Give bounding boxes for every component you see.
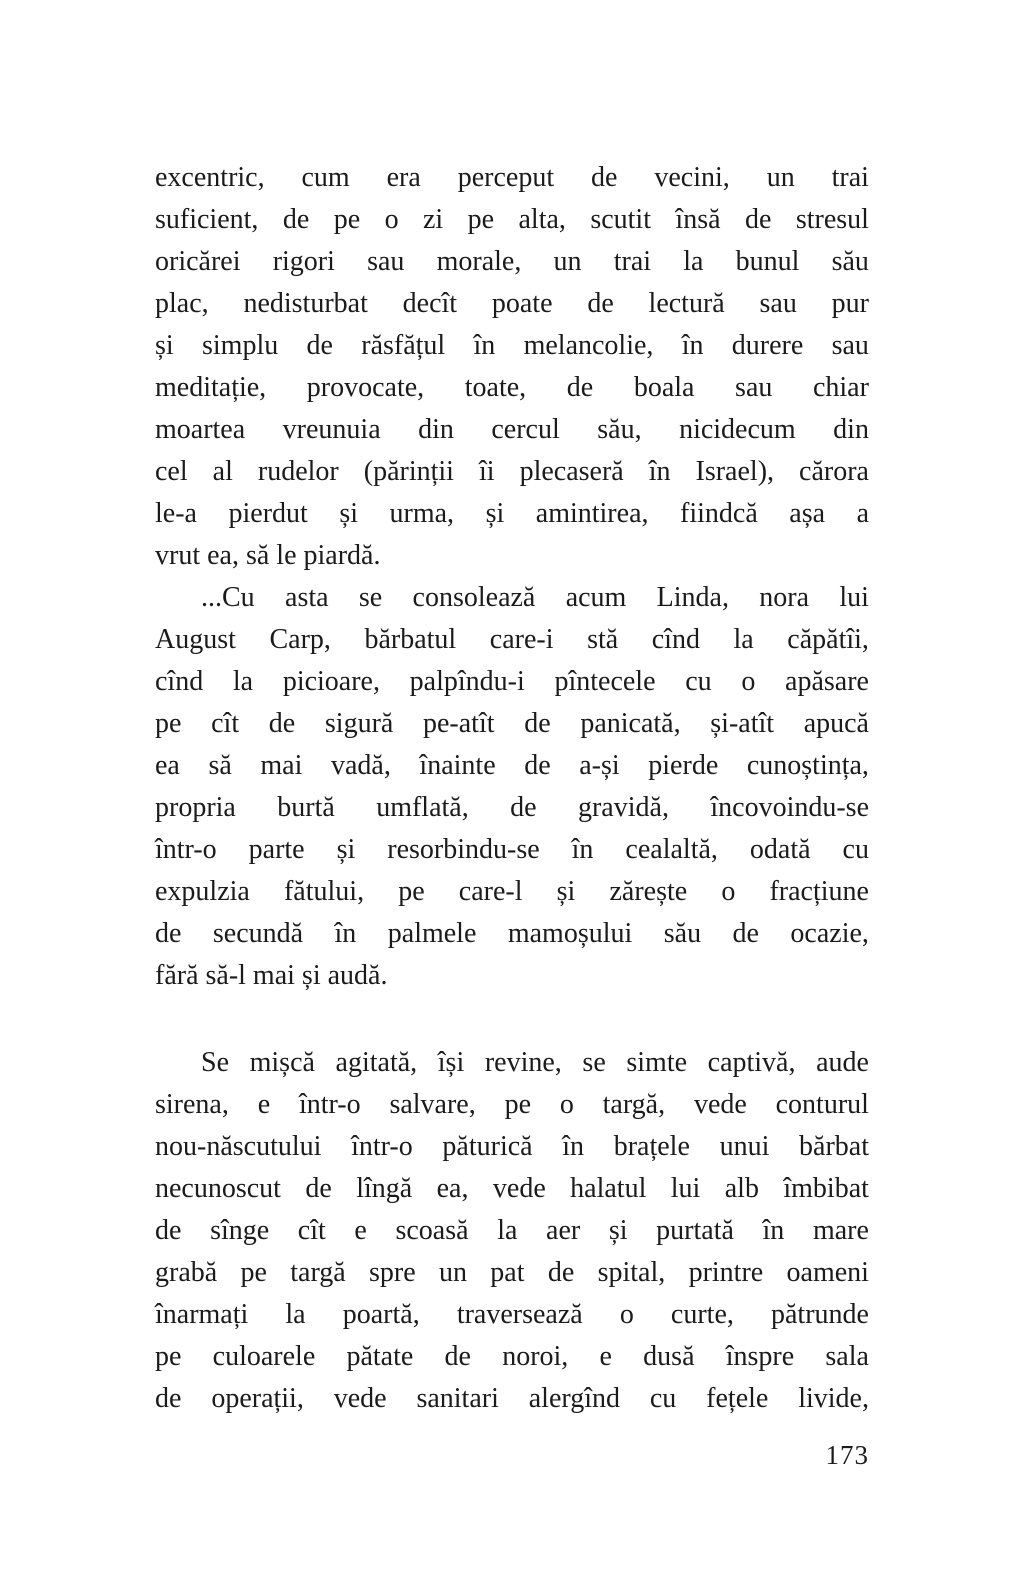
text-line — [155, 1294, 869, 1336]
word: vede — [333, 1383, 387, 1414]
word: cunoștința, — [746, 750, 869, 781]
word: cît — [297, 1215, 326, 1246]
word: trai — [831, 162, 869, 193]
word: consolează — [412, 582, 536, 613]
word: odată — [749, 834, 811, 865]
word: mare — [812, 1215, 869, 1246]
word: a-și — [579, 750, 620, 781]
word: încovoindu-se — [710, 792, 869, 823]
text-line — [155, 703, 869, 745]
text-line — [155, 1084, 869, 1126]
word: cînd — [651, 624, 700, 655]
word: de — [587, 288, 614, 319]
word: fătului, — [283, 876, 365, 907]
word: însă — [675, 204, 721, 235]
word: la — [232, 666, 254, 697]
word: durere — [731, 330, 804, 361]
word: resorbindu-se — [387, 834, 540, 865]
text-line — [155, 325, 869, 367]
word: stresul — [795, 204, 869, 235]
word: bărbatul — [364, 624, 457, 655]
text-line: vrut ea, să le piardă. — [155, 540, 381, 571]
word: rigori — [272, 246, 335, 277]
paragraph — [155, 577, 869, 997]
word: panicată, — [580, 708, 681, 739]
word: așa — [789, 498, 826, 529]
text-line — [155, 913, 869, 955]
page-number: 173 — [825, 1440, 869, 1470]
word: necunoscut — [155, 1173, 281, 1204]
body-text — [155, 157, 869, 1420]
word: plecaseră — [519, 456, 624, 487]
word: ocazie, — [790, 918, 869, 949]
word: propria — [155, 792, 236, 823]
word: sanitari — [416, 1383, 499, 1414]
word: targă — [290, 1257, 346, 1288]
word: sau — [735, 372, 773, 403]
word: fețele — [706, 1383, 769, 1414]
word: care-i — [489, 624, 554, 655]
text-line: fără să-l mai și audă. — [155, 960, 388, 991]
word: de — [306, 330, 333, 361]
text-line — [155, 1210, 869, 1252]
word: expulzia — [155, 876, 250, 907]
word: cînd — [155, 666, 204, 697]
word: livide, — [798, 1383, 869, 1414]
word: de — [524, 750, 551, 781]
word: sau — [367, 246, 405, 277]
word: și — [155, 330, 174, 361]
word: zi — [422, 204, 444, 235]
word: sînge — [210, 1215, 270, 1246]
word: pierdut — [228, 498, 308, 529]
word: urma, — [389, 498, 455, 529]
word: de — [524, 708, 551, 739]
word: chiar — [812, 372, 869, 403]
word: targă, — [602, 1089, 666, 1120]
word: la — [733, 624, 754, 655]
text-line — [155, 1252, 869, 1294]
word: acum — [565, 582, 627, 613]
text-line — [155, 1126, 869, 1168]
word: vede — [492, 1173, 546, 1204]
word: căpătîi, — [787, 624, 869, 655]
word: de — [305, 1173, 332, 1204]
word: e — [257, 1089, 271, 1120]
word: captivă, — [707, 1047, 796, 1078]
word: Se — [201, 1047, 229, 1078]
word: printre — [688, 1257, 764, 1288]
word: vede — [693, 1089, 747, 1120]
word: se — [358, 582, 383, 613]
word: (părinții — [363, 456, 454, 487]
word: melancolie, — [523, 330, 654, 361]
word: de — [566, 372, 594, 403]
word: agitată, — [335, 1047, 418, 1078]
word: sigură — [324, 708, 394, 739]
text-line — [155, 367, 869, 409]
word: mai — [260, 750, 303, 781]
word: o — [721, 876, 736, 907]
word: pătrunde — [771, 1299, 869, 1330]
word: se — [582, 1047, 606, 1078]
word: și — [485, 498, 505, 529]
word: la — [683, 246, 704, 277]
word: e — [599, 1341, 612, 1372]
word: pe — [398, 876, 425, 907]
word: sirena, — [155, 1089, 229, 1120]
text-line — [155, 283, 869, 325]
word: o — [741, 666, 756, 697]
word: gravidă, — [577, 792, 669, 823]
word: pe — [333, 204, 361, 235]
word: Linda, — [656, 582, 729, 613]
text-line — [155, 829, 869, 871]
word: înspre — [725, 1341, 795, 1372]
word: cealaltă, — [625, 834, 718, 865]
word: de — [744, 204, 772, 235]
word: din — [418, 414, 454, 445]
word: a — [856, 498, 869, 529]
word: bunul — [735, 246, 800, 277]
word: secundă — [212, 918, 304, 949]
text-line — [155, 199, 869, 241]
text-line — [155, 157, 869, 199]
word: boala — [633, 372, 695, 403]
word: pîntecele — [554, 666, 656, 697]
word: sau — [759, 288, 797, 319]
word: zărește — [609, 876, 688, 907]
word: de — [732, 918, 759, 949]
word: în — [648, 456, 671, 487]
word: un — [766, 162, 795, 193]
word: picioare, — [282, 666, 380, 697]
word: excentric, — [155, 162, 265, 193]
word: apăsare — [785, 666, 869, 697]
word: vadă, — [330, 750, 391, 781]
word: oameni — [786, 1257, 869, 1288]
word: la — [497, 1215, 518, 1246]
word: decît — [402, 288, 458, 319]
word: cu — [649, 1383, 677, 1414]
word: nicidecum — [679, 414, 796, 445]
word: înainte — [419, 750, 496, 781]
word: nedisturbat — [243, 288, 368, 319]
word: sala — [825, 1341, 869, 1372]
word: mișcă — [249, 1047, 315, 1078]
word: de — [510, 792, 537, 823]
word: salvare, — [389, 1089, 476, 1120]
word: într-o — [298, 1089, 361, 1120]
paragraph — [155, 1042, 869, 1420]
word: își — [437, 1047, 465, 1078]
word: un — [553, 246, 582, 277]
word: toate, — [464, 372, 527, 403]
word: e — [354, 1215, 367, 1246]
word: alergînd — [528, 1383, 620, 1414]
word: pe — [155, 1341, 182, 1372]
word: culoarele — [212, 1341, 316, 1372]
word: curte, — [670, 1299, 734, 1330]
word: plac, — [155, 288, 209, 319]
word: de — [155, 1215, 182, 1246]
word: o — [559, 1089, 574, 1120]
word: era — [386, 162, 421, 193]
text-line — [155, 409, 869, 451]
word: pat — [490, 1257, 525, 1288]
word: mamoșului — [507, 918, 633, 949]
text-line — [155, 661, 869, 703]
word: trai — [613, 246, 652, 277]
word: halatul — [570, 1173, 647, 1204]
word: îi — [478, 456, 495, 487]
word: în — [562, 1131, 585, 1162]
word: ea, — [436, 1173, 469, 1204]
word: August — [155, 624, 236, 655]
word: răsfățul — [361, 330, 446, 361]
word: o — [619, 1299, 634, 1330]
word: înarmați — [155, 1299, 249, 1330]
word: pe — [504, 1089, 531, 1120]
word: aude — [816, 1047, 869, 1078]
word: perceput — [457, 162, 555, 193]
text-line — [155, 1378, 869, 1420]
word: la — [285, 1299, 306, 1330]
word: său — [831, 246, 869, 277]
word: poate — [491, 288, 553, 319]
word: umflată, — [376, 792, 469, 823]
word: moartea — [155, 414, 246, 445]
word: provocate, — [306, 372, 425, 403]
word: și — [556, 876, 576, 907]
word: de — [444, 1341, 471, 1372]
word: de — [268, 708, 296, 739]
word: cercul — [491, 414, 560, 445]
word: grabă — [155, 1257, 218, 1288]
word: cel — [155, 456, 188, 487]
word: într-o — [351, 1131, 413, 1162]
text-line — [155, 787, 869, 829]
word: și — [336, 834, 356, 865]
text-line — [155, 241, 869, 283]
word: de — [591, 162, 618, 193]
word: care-l — [458, 876, 523, 907]
word: în — [334, 918, 357, 949]
word: într-o — [155, 834, 217, 865]
word: noroi, — [502, 1341, 569, 1372]
word: Israel), — [695, 456, 775, 487]
word: apucă — [803, 708, 869, 739]
word: de — [282, 204, 310, 235]
paragraph — [155, 157, 869, 577]
word: său, — [597, 414, 642, 445]
word: lectură — [648, 288, 725, 319]
word: de — [547, 1257, 575, 1288]
word: pe — [467, 204, 495, 235]
word: îmbibat — [783, 1173, 869, 1204]
word: asta — [285, 582, 329, 613]
word: să — [208, 750, 232, 781]
word: o — [384, 204, 399, 235]
word: le-a — [155, 498, 197, 529]
word: ...Cu — [201, 582, 255, 613]
word: și — [339, 498, 358, 529]
word: său — [663, 918, 702, 949]
word: alb — [724, 1173, 759, 1204]
word: dusă — [643, 1341, 695, 1372]
word: cum — [301, 162, 350, 193]
text-line — [155, 1042, 869, 1084]
word: unui — [719, 1131, 770, 1162]
word: din — [833, 414, 869, 445]
word: suficient, — [155, 204, 259, 235]
word: palpîndu-i — [409, 666, 525, 697]
word: în — [473, 330, 496, 361]
text-line — [155, 871, 869, 913]
word: oricărei — [155, 246, 241, 277]
word: vecini, — [654, 162, 730, 193]
word: păturică — [442, 1131, 533, 1162]
word: meditație, — [155, 372, 267, 403]
text-line — [155, 745, 869, 787]
word: pe — [155, 708, 182, 739]
word: sau — [831, 330, 869, 361]
word: cărora — [799, 456, 869, 487]
word: parte — [248, 834, 305, 865]
word: bărbat — [799, 1131, 869, 1162]
text-line — [155, 577, 869, 619]
word: simplu — [201, 330, 279, 361]
word: spre — [369, 1257, 416, 1288]
word: de — [155, 918, 182, 949]
text-line — [155, 451, 869, 493]
word: morale, — [436, 246, 522, 277]
word: aer — [546, 1215, 581, 1246]
word: simte — [626, 1047, 688, 1078]
word: cu — [842, 834, 869, 865]
word: pe-atît — [423, 708, 495, 739]
word: Carp, — [269, 624, 331, 655]
text-line — [155, 1336, 869, 1378]
word: ea — [155, 750, 180, 781]
word: revine, — [484, 1047, 562, 1078]
word: operații, — [211, 1383, 304, 1414]
word: amintirea, — [535, 498, 649, 529]
word: nou-născutului — [155, 1131, 322, 1162]
word: pătate — [346, 1341, 414, 1372]
word: lîngă — [356, 1173, 413, 1204]
word: conturul — [775, 1089, 869, 1120]
word: lui — [839, 582, 869, 613]
word: palmele — [387, 918, 477, 949]
word: în — [681, 330, 704, 361]
word: în — [571, 834, 594, 865]
word: traversează — [456, 1299, 583, 1330]
word: vreunuia — [282, 414, 381, 445]
word: nora — [759, 582, 810, 613]
word: de — [155, 1383, 182, 1414]
text-line — [155, 493, 869, 535]
text-line — [155, 619, 869, 661]
word: pe — [240, 1257, 267, 1288]
word: fiindcă — [680, 498, 758, 529]
word: alta, — [518, 204, 566, 235]
word: lui — [670, 1173, 701, 1204]
word: în — [762, 1215, 785, 1246]
word: scoasă — [395, 1215, 469, 1246]
word: spital, — [597, 1257, 666, 1288]
word: brațele — [613, 1131, 690, 1162]
word: scutit — [590, 204, 651, 235]
word: rudelor — [257, 456, 339, 487]
text-line — [155, 1168, 869, 1210]
word: poartă, — [342, 1299, 420, 1330]
word: fracțiune — [769, 876, 869, 907]
word: purtată — [656, 1215, 734, 1246]
word: stă — [587, 624, 619, 655]
word: pierde — [648, 750, 719, 781]
word: burtă — [277, 792, 335, 823]
word: și — [608, 1215, 628, 1246]
word: un — [438, 1257, 467, 1288]
word: cu — [685, 666, 712, 697]
word: și-atît — [710, 708, 775, 739]
word: cît — [211, 708, 240, 739]
word: al — [212, 456, 233, 487]
word: pur — [831, 288, 869, 319]
